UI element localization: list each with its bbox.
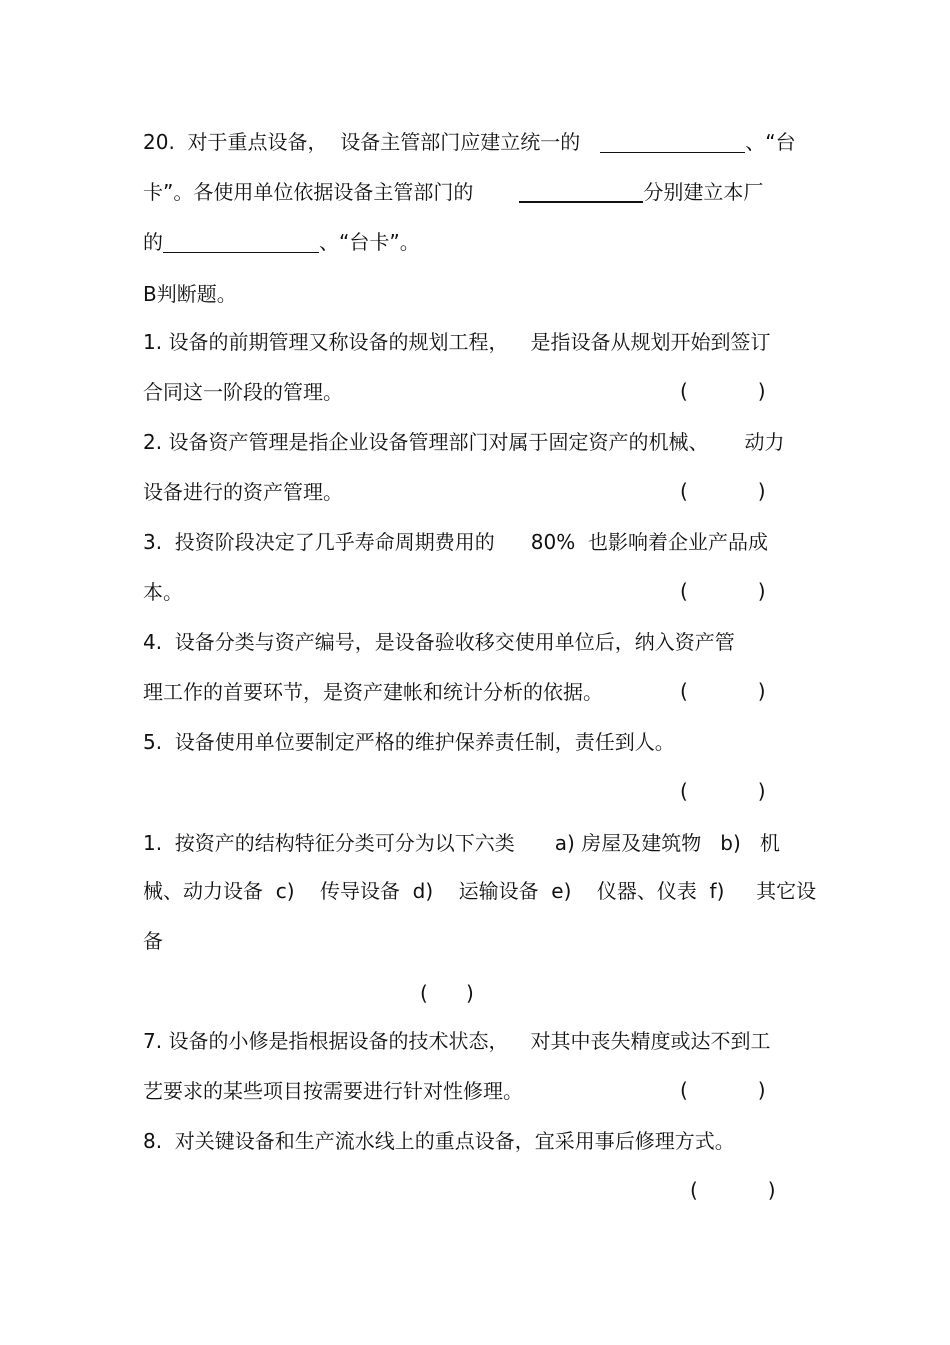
q20-text-3: 的 xyxy=(143,230,163,254)
item-6-line-2: 械、动力设备 c) 传导设备 d) 运输设备 e) 仪器、仪表 f) 其它设 xyxy=(143,879,817,903)
q20-blank-2[interactable] xyxy=(519,181,643,203)
item-8-line-1: 8. 对关键设备和生产流水线上的重点设备，宜采用事后修理方式。 xyxy=(143,1129,735,1153)
item-1-text-b: 是指设备从规划开始到签订 xyxy=(530,330,771,354)
item-7-text-b: 对其中丧失精度或达不到工 xyxy=(530,1029,771,1053)
item-6-answer-paren[interactable]: ( ) xyxy=(420,981,474,1005)
item-3-answer-paren[interactable]: ( ) xyxy=(680,579,766,603)
item-3-line-1 xyxy=(143,527,768,557)
q20-text-1: 20. 对于重点设备， 设备主管部门应建立统一的 xyxy=(143,130,581,154)
item-3-line-2: 本。 xyxy=(143,580,183,604)
item-2-answer-paren[interactable]: ( ) xyxy=(680,479,766,503)
item-3-text-a: 3. 投资阶段决定了几乎寿命周期费用的 xyxy=(143,530,495,554)
q20-text-1-end: 、“台 xyxy=(745,130,796,154)
q20-line-3 xyxy=(143,227,420,257)
section-title: B判断题。 xyxy=(143,282,237,306)
item-1-line-2: 合同这一阶段的管理。 xyxy=(143,380,343,404)
q20-line-2 xyxy=(143,177,763,207)
q20-blank-3[interactable] xyxy=(163,232,319,253)
item-1-line-1 xyxy=(143,327,770,357)
item-4-line-1: 4. 设备分类与资产编号，是设备验收移交使用单位后，纳入资产管 xyxy=(143,630,735,654)
q20-blank-1[interactable] xyxy=(600,132,745,153)
item-7-text-a: 7. 设备的小修是指根据设备的技术状态， xyxy=(143,1029,509,1053)
item-4-answer-paren[interactable]: ( ) xyxy=(680,679,766,703)
item-5-line-1: 5. 设备使用单位要制定严格的维护保养责任制，责任到人。 xyxy=(143,730,675,754)
item-2-text-a: 2. 设备资产管理是指企业设备管理部门对属于固定资产的机械、 xyxy=(143,430,709,454)
item-6-line-1 xyxy=(143,828,780,858)
item-2-line-1 xyxy=(143,427,784,457)
item-8-answer-paren[interactable]: ( ) xyxy=(690,1178,776,1202)
item-2-line-2: 设备进行的资产管理。 xyxy=(143,480,343,504)
item-7-line-1 xyxy=(143,1026,770,1056)
item-1-answer-paren[interactable]: ( ) xyxy=(680,379,766,403)
item-6-line-3: 备 xyxy=(143,929,163,953)
q20-text-2: 卡”。各使用单位依据设备主管部门的 xyxy=(143,180,474,204)
item-5-answer-paren[interactable]: ( ) xyxy=(680,779,766,803)
item-1-text-a: 1. 设备的前期管理又称设备的规划工程， xyxy=(143,330,509,354)
item-7-answer-paren[interactable]: ( ) xyxy=(680,1078,766,1102)
item-7-line-2: 艺要求的某些项目按需要进行针对性修理。 xyxy=(143,1079,523,1103)
q20-line-1 xyxy=(143,127,796,157)
q20-text-3-end: 、“台卡”。 xyxy=(319,230,420,254)
q20-text-2-end: 分别建立本厂 xyxy=(643,180,764,204)
item-6-text-a: 1. 按资产的结构特征分类可分为以下六类 xyxy=(143,831,515,855)
item-4-line-2: 理工作的首要环节，是资产建帐和统计分析的依据。 xyxy=(143,680,603,704)
item-3-text-b: 80% 也影响着企业产品成 xyxy=(530,530,768,554)
item-2-text-b: 动力 xyxy=(744,430,785,454)
item-6-text-b: a) 房屋及建筑物 b) 机 xyxy=(554,831,780,855)
